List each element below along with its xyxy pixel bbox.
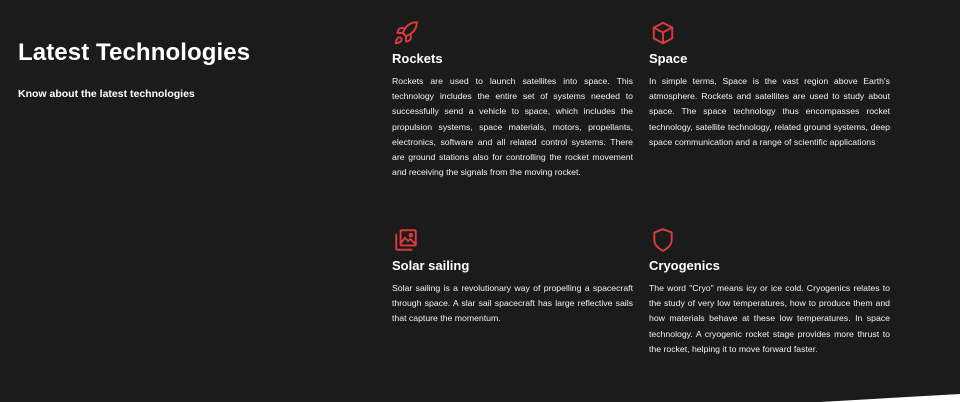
feature-title: Rockets	[392, 51, 443, 66]
feature-space	[649, 20, 890, 150]
intro-section	[18, 38, 348, 101]
feature-description: Solar sailing is a revolutionary way of propelling a spacecraft through space. A slar sail spacecraft has large reflective sails that capture the momentum.	[392, 283, 633, 324]
feature-title: Solar sailing	[392, 258, 470, 273]
feature-title: Cryogenics	[649, 258, 720, 273]
cube-icon	[650, 20, 676, 46]
section-title: Latest Technologies	[18, 39, 251, 66]
feature-description: The word "Cryo" means icy or ice cold. Cryogenics relates to the study of very low temperatures, how to produce them and how materials behave at these low temperatures. In space technology. A cryogenic rocket stage provides more thrust to the rocket, helping it to move forward faster.	[649, 283, 890, 354]
rocket-icon	[393, 20, 419, 46]
feature-description: Rockets are used to launch satellites into space. This technology includes the entire set of systems needed to successfully send a vehicle to space, which includes the propulsion systems, space materials, motors, propellants, electronics, software and all related control systems. There are ground stations also for controlling the rocket movement and receiving the signals from the moving rocket.	[392, 76, 633, 178]
section-subtitle: Know about the latest technologies	[18, 88, 195, 100]
shield-icon	[650, 227, 676, 253]
feature-title: Space	[649, 51, 688, 66]
feature-cryogenics	[649, 227, 890, 357]
feature-description: In simple terms, Space is the vast region above Earth's atmosphere. Rockets and satellites are used to study about space. The space technology thus encompasses rocket technology, satellite technology, related ground systems, deep space communication and a range of scientific applications	[649, 76, 890, 147]
feature-rockets	[392, 20, 633, 180]
image-gallery-icon	[393, 227, 419, 253]
feature-solar-sailing	[392, 227, 633, 327]
